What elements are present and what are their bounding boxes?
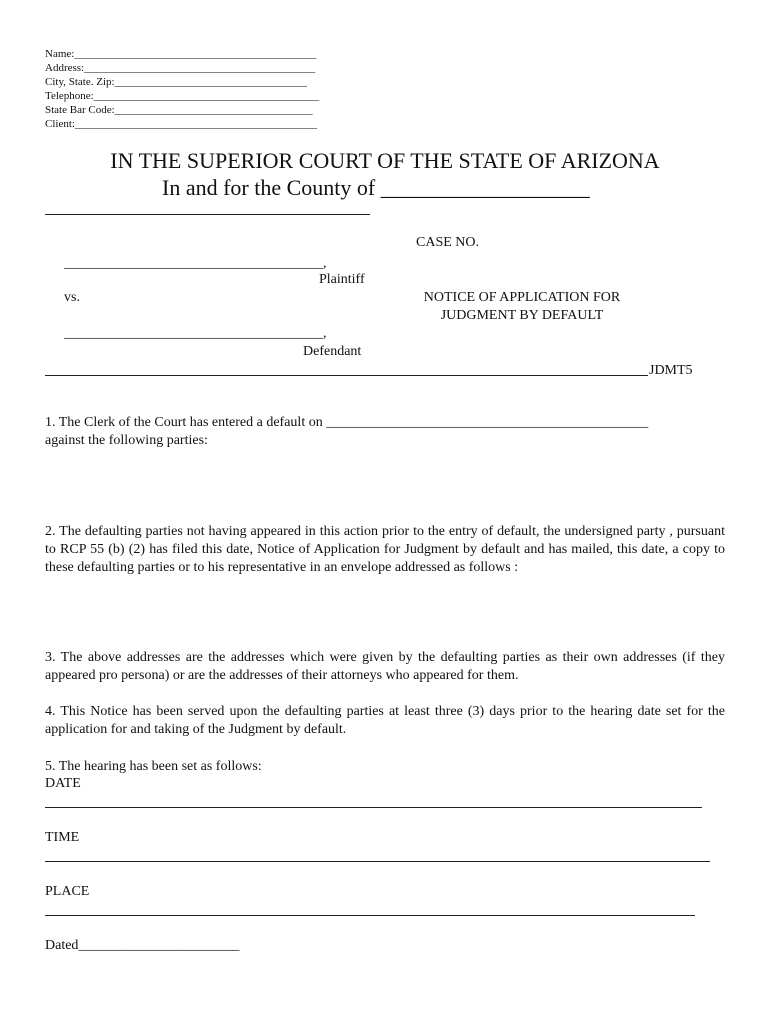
hearing-place-rule xyxy=(45,915,695,916)
plaintiff-label: Plaintiff xyxy=(319,272,365,287)
case-number-label: CASE NO. xyxy=(416,235,480,250)
address-line: Address:__________________________________________ xyxy=(45,62,316,74)
plaintiff-name-line: _____________________________________, xyxy=(64,256,327,271)
dated-line: Dated_______________________ xyxy=(45,938,240,953)
paragraph-5: 5. The hearing has been set as follows: xyxy=(45,759,262,774)
caption-top-rule xyxy=(45,214,370,215)
client-line: Client:____________________________________________ xyxy=(45,118,317,130)
hearing-time-rule xyxy=(45,861,710,862)
hearing-date-label: DATE xyxy=(45,776,81,791)
paragraph-1-line-1: 1. The Clerk of the Court has entered a default on ______________________________________________ xyxy=(45,415,649,430)
paragraph-1-line-2: against the following parties: xyxy=(45,433,208,448)
defendant-name-line: _____________________________________, xyxy=(64,326,327,341)
versus-label: vs. xyxy=(64,290,80,305)
form-code: JDMT5 xyxy=(649,363,693,378)
name-line: Name:____________________________________________ xyxy=(45,48,317,60)
hearing-date-rule xyxy=(45,807,702,808)
hearing-time-label: TIME xyxy=(45,830,80,845)
county-line: In and for the County of ___________________ xyxy=(162,175,590,200)
telephone-line: Telephone:_________________________________________ xyxy=(45,90,320,102)
notice-title-line-2: JUDGMENT BY DEFAULT xyxy=(440,308,604,323)
notice-title-line-1: NOTICE OF APPLICATION FOR xyxy=(423,290,621,305)
court-title: IN THE SUPERIOR COURT OF THE STATE OF ARIZONA xyxy=(110,148,660,173)
defendant-label: Defendant xyxy=(303,344,362,359)
paragraph-3: 3. The above addresses are the addresses which were given by the defaulting parties as their own addresses (if they appeared pro persona) or are the addresses of their attorneys who appeared for them. xyxy=(45,650,725,683)
paragraph-2: 2. The defaulting parties not having appeared in this action prior to the entry of default, the undersigned party , pursuant to RCP 55 (b) (2) has filed this date, Notice of Application for Judgment by default and has mailed, this date, a copy to these defaulting parties or to his representative in an envelope addressed as follows : xyxy=(45,524,725,575)
state-bar-code-line: State Bar Code:____________________________________ xyxy=(45,104,313,116)
caption-bottom-rule xyxy=(45,375,648,376)
hearing-place-label: PLACE xyxy=(45,884,90,899)
paragraph-4: 4. This Notice has been served upon the defaulting parties at least three (3) days prior to the hearing date set for the application for and taking of the Judgment by default. xyxy=(45,704,725,737)
city-state-zip-line: City, State. Zip:___________________________________ xyxy=(45,76,308,88)
